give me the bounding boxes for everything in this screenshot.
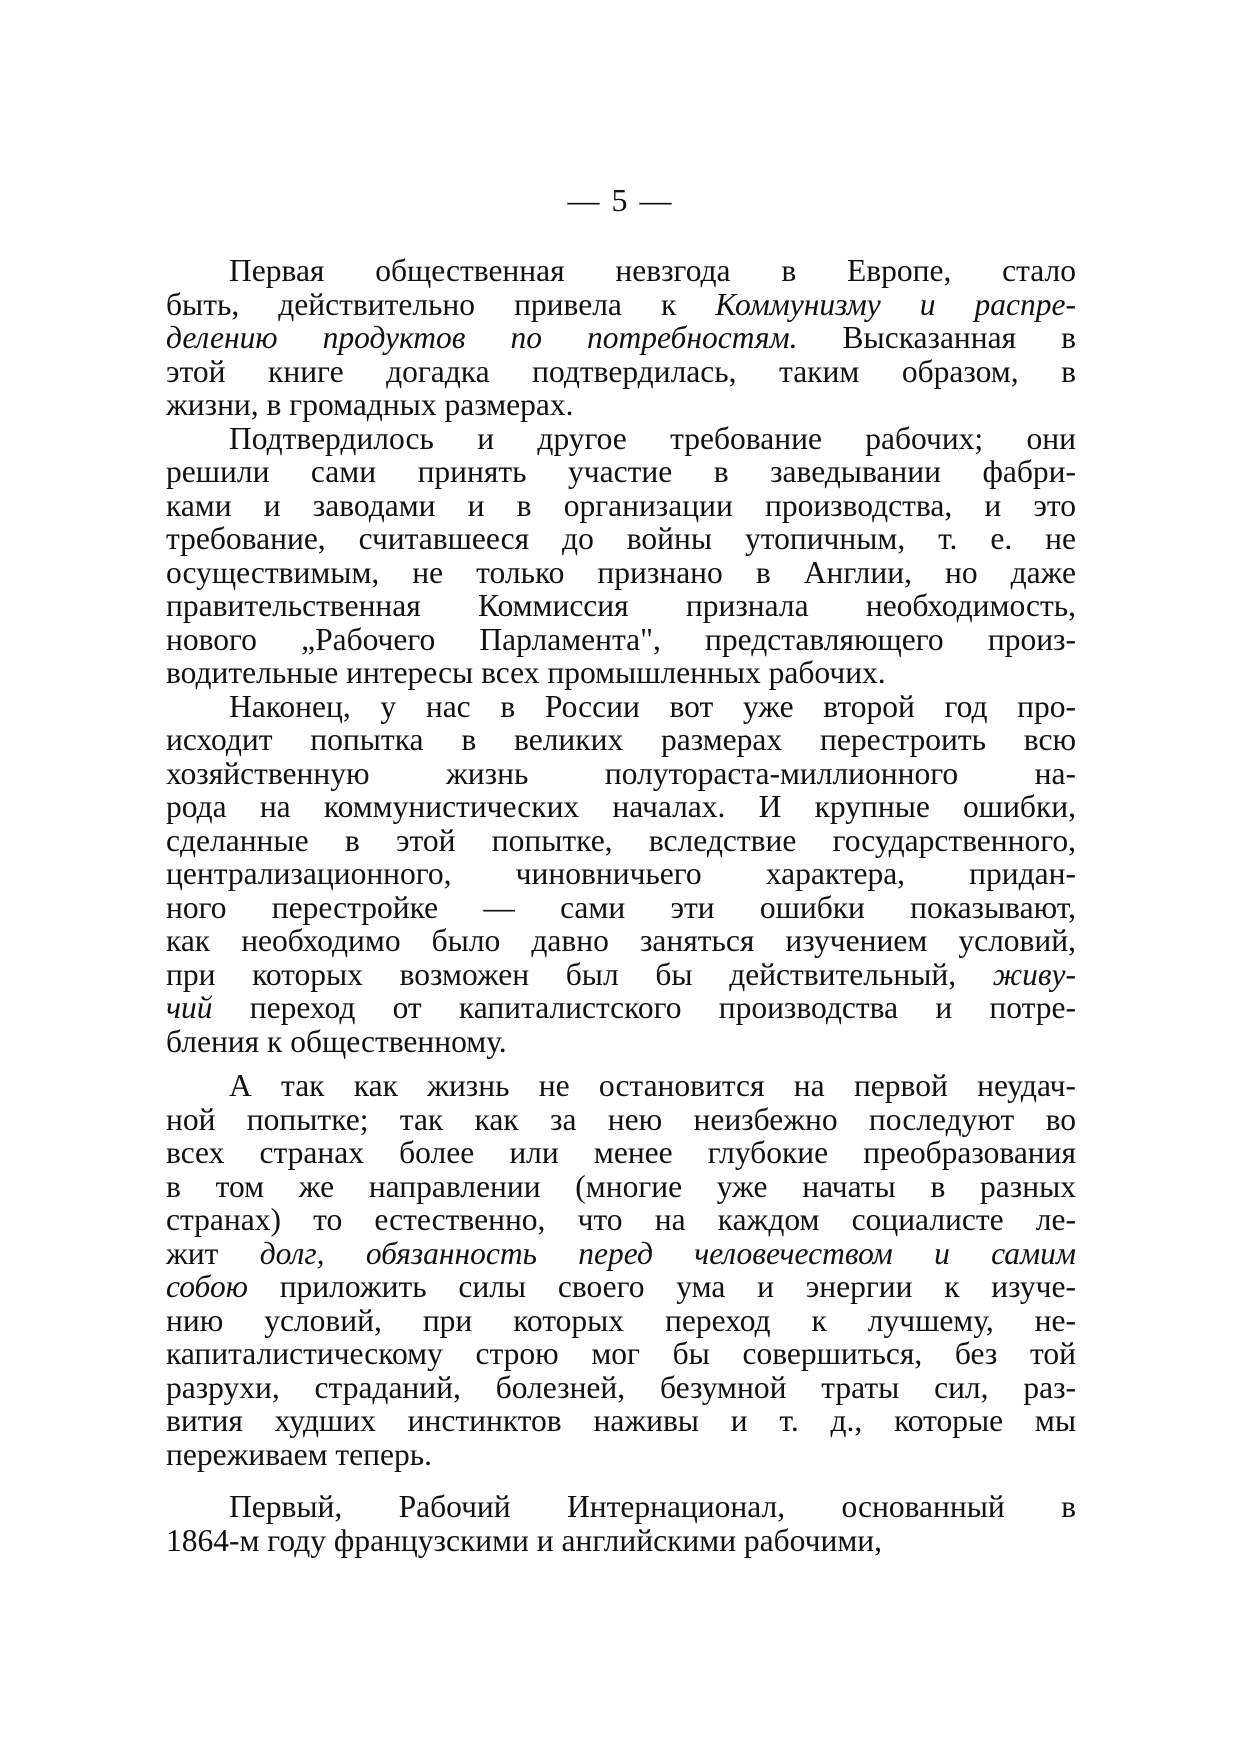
text-segment: решили сами принять участие в заведывании фабри-: [166, 454, 1076, 489]
text-line: [166, 589, 1076, 623]
text-segment: Высказанная в: [797, 320, 1076, 355]
text-line: [166, 824, 1076, 858]
text-line: [166, 288, 1076, 322]
text-line: [166, 455, 1076, 489]
text-line: [166, 489, 1076, 523]
text-line: [166, 355, 1076, 389]
paragraph: [166, 422, 1076, 690]
text-segment: хозяйственную жизнь полутораста-миллионного на-: [166, 755, 1076, 791]
paragraph: [166, 1069, 1076, 1471]
text-line: [166, 891, 1076, 925]
paragraph: [166, 254, 1076, 422]
text-line: [166, 1103, 1076, 1137]
text-segment: быть, действительно привела к: [166, 286, 716, 322]
text-line: [166, 924, 1076, 958]
italic-text: долг, обязанность перед человечеством и самим: [259, 1235, 1076, 1271]
text-segment: исходит попытка в великих размерах перестроить всю: [166, 722, 1076, 757]
text-segment: вития худших инстинктов наживы и т. д., которые мы: [166, 1403, 1076, 1438]
text-line: [166, 991, 1076, 1025]
text-line: [166, 857, 1076, 891]
text-line: [166, 254, 1076, 288]
text-line: [166, 623, 1076, 657]
italic-text: делению продуктов по потребностям.: [166, 320, 798, 355]
text-segment: переживаем теперь.: [166, 1436, 432, 1472]
text-line: [166, 1270, 1076, 1304]
text-segment: А так как жизнь не остановится на первой неудач-: [229, 1068, 1076, 1103]
text-segment: Первый, Рабочий Интернационал, основанный в: [229, 1489, 1076, 1524]
text-line: [166, 1203, 1076, 1237]
text-line: [166, 1524, 1076, 1558]
text-segment: в том же направлении (многие уже начаты в разных: [166, 1168, 1076, 1204]
text-line: [166, 656, 1076, 690]
text-segment: водительные интересы всех промышленных рабочих.: [166, 655, 886, 690]
text-line: [166, 422, 1076, 456]
italic-text: Коммунизму и распре-: [715, 286, 1077, 322]
text-line: [166, 757, 1076, 791]
text-segment: как необходимо было давно заняться изучением условий,: [166, 923, 1076, 958]
text-segment: рода на коммунистических началах. И крупные ошибки,: [166, 789, 1076, 824]
text-segment: всех странах более или менее глубокие преобразования: [166, 1135, 1076, 1170]
text-segment: переход от капиталистского производства и потре-: [212, 990, 1076, 1025]
text-line: [166, 1490, 1076, 1524]
text-segment: нового „Рабочего Парламента", представляющего произ-: [166, 621, 1076, 657]
italic-text: собою: [166, 1269, 248, 1304]
text-line: [166, 1404, 1076, 1438]
text-segment: Первая общественная невзгода в Европе, стало: [229, 253, 1076, 288]
text-line: [166, 723, 1076, 757]
text-line: [166, 690, 1076, 724]
text-segment: при которых возможен был бы действительный,: [166, 956, 993, 992]
text-segment: требование, считавшееся до войны утопичным, т. е. не: [166, 521, 1076, 556]
text-line: [166, 556, 1076, 590]
text-line: [166, 958, 1076, 992]
text-line: [166, 1438, 1076, 1472]
text-segment: ной попытке; так как за нею неизбежно последуют во: [166, 1101, 1076, 1137]
text-line: [166, 1136, 1076, 1170]
paragraph: [166, 690, 1076, 1059]
text-segment: разрухи, страданий, болезней, безумной траты сил, раз-: [166, 1369, 1076, 1405]
text-segment: Наконец, у нас в России вот уже второй год про-: [229, 688, 1076, 724]
text-segment: этой книге догадка подтвердилась, таким образом, в: [166, 353, 1076, 389]
text-segment: централизационного, чиновничьего характера, придан-: [166, 856, 1076, 891]
text-segment: нию условий, при которых переход к лучшему, не-: [166, 1302, 1076, 1338]
text-line: [166, 522, 1076, 556]
text-line: [166, 388, 1076, 422]
italic-text: живу-: [992, 956, 1076, 992]
text-line: [166, 1069, 1076, 1103]
body-text: [166, 254, 1076, 1557]
text-segment: 1864-м году французскими и английскими рабочими,: [166, 1522, 882, 1558]
text-line: [166, 321, 1076, 355]
text-line: [166, 1304, 1076, 1338]
text-segment: капиталистическому строю мог бы совершиться, без той: [166, 1336, 1076, 1371]
text-segment: жит: [166, 1235, 260, 1271]
text-segment: ками и заводами и в организации производства, и это: [166, 487, 1076, 523]
text-segment: ного перестройке — сами эти ошибки показывают,: [166, 889, 1076, 925]
text-line: [166, 1170, 1076, 1204]
text-line: [166, 790, 1076, 824]
page-number: — 5 —: [567, 182, 674, 218]
text-segment: приложить силы своего ума и энергии к изуче-: [247, 1269, 1076, 1304]
text-segment: странах) то естественно, что на каждом социалисте ле-: [166, 1202, 1076, 1237]
text-line: [166, 1237, 1076, 1271]
italic-text: чий: [166, 990, 213, 1025]
text-segment: жизни, в громадных размерах.: [166, 387, 574, 422]
text-segment: осуществимым, не только признано в Англии, но даже: [166, 554, 1076, 590]
paragraph: [166, 1490, 1076, 1557]
text-segment: сделанные в этой попытке, вследствие государственного,: [166, 822, 1076, 858]
text-segment: бления к общественному.: [166, 1023, 507, 1059]
text-segment: правительственная Коммиссия признала необходимость,: [166, 588, 1076, 623]
text-line: [166, 1025, 1076, 1059]
text-line: [166, 1371, 1076, 1405]
text-line: [166, 1337, 1076, 1371]
text-segment: Подтвердилось и другое требование рабочих; они: [229, 420, 1076, 456]
